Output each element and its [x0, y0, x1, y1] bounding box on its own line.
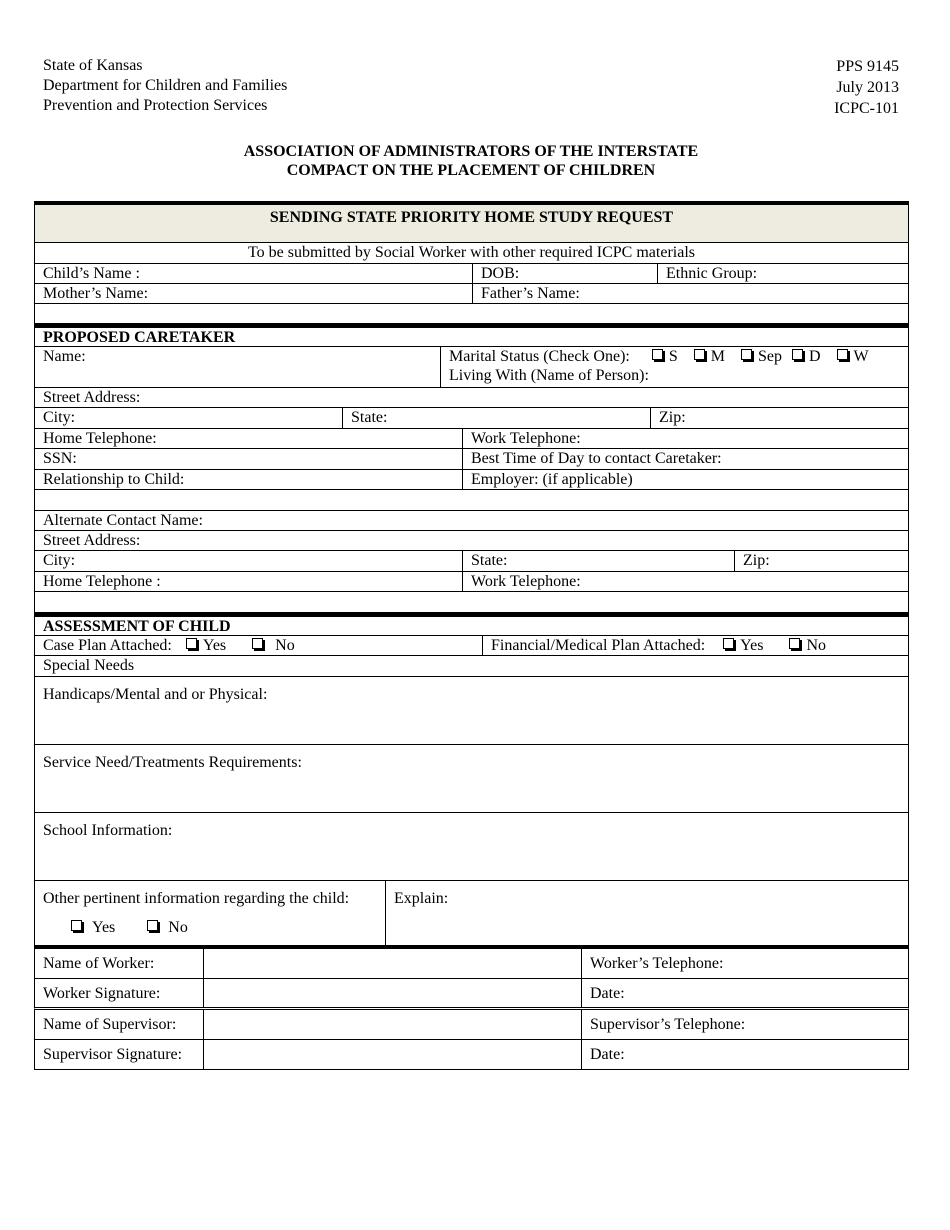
form-banner — [34, 201, 909, 243]
supervisor-date-field[interactable]: Date: — [581, 1040, 908, 1069]
marital-sep-checkbox[interactable] — [741, 349, 752, 360]
agency-header — [43, 56, 287, 116]
alternate-name-row — [34, 511, 909, 531]
document-title — [0, 142, 942, 180]
financial-plan-label: Financial/Medical Plan Attached: — [491, 637, 706, 654]
child-name-field[interactable]: Child’s Name : — [43, 265, 140, 282]
financial-plan-no-checkbox[interactable] — [789, 638, 800, 649]
state-name: State of Kansas — [43, 57, 143, 74]
department-name: Department for Children and Families — [43, 77, 288, 94]
caretaker-ssn-row — [34, 449, 909, 470]
title-line-1: ASSOCIATION OF ADMINISTRATORS OF THE INTERSTATE — [243, 143, 699, 160]
title-line-2: COMPACT ON THE PLACEMENT OF CHILDREN — [286, 162, 656, 179]
supervisor-signature-label: Supervisor Signature: — [43, 1046, 183, 1063]
supervisor-name-row — [34, 1010, 909, 1040]
father-name-field[interactable]: Father’s Name: — [472, 284, 908, 303]
other-info-yes-checkbox[interactable] — [71, 920, 82, 931]
other-info-label: Other pertinent information regarding the child: — [43, 890, 350, 907]
caretaker-state-field[interactable]: State: — [342, 408, 650, 428]
alternate-name-field[interactable]: Alternate Contact Name: — [43, 512, 203, 529]
financial-plan-yes-checkbox[interactable] — [723, 638, 734, 649]
caretaker-name-field[interactable]: Name: — [43, 348, 86, 365]
caretaker-city-row — [34, 408, 909, 429]
spacer-row — [34, 490, 909, 511]
supervisor-name-label: Name of Supervisor: — [43, 1016, 177, 1033]
case-plan-group — [35, 636, 482, 655]
supervisor-name-input[interactable] — [203, 1010, 581, 1039]
case-plan-yes-label: Yes — [202, 637, 227, 654]
caretaker-relationship-row — [34, 470, 909, 490]
marital-m-label: M — [710, 348, 725, 365]
alternate-home-phone-field[interactable]: Home Telephone : — [43, 573, 161, 590]
worker-signature-label: Worker Signature: — [43, 985, 161, 1002]
financial-plan-yes-label: Yes — [740, 637, 764, 654]
other-info-no-checkbox[interactable] — [147, 920, 158, 931]
living-with-field[interactable]: Living With (Name of Person): — [449, 367, 649, 384]
case-plan-no-checkbox[interactable] — [252, 638, 263, 649]
worker-signature-row — [34, 979, 909, 1010]
handicaps-field[interactable]: Handicaps/Mental and or Physical: — [43, 686, 268, 703]
other-info-no-label: No — [168, 919, 188, 936]
caretaker-street-row — [34, 388, 909, 408]
caretaker-name-row — [34, 347, 909, 388]
mother-name-field[interactable]: Mother’s Name: — [43, 285, 149, 302]
banner-title: SENDING STATE PRIORITY HOME STUDY REQUEST — [269, 209, 674, 226]
marital-s-checkbox[interactable] — [652, 349, 663, 360]
caretaker-section-title: PROPOSED CARETAKER — [43, 329, 236, 346]
parents-row — [34, 284, 909, 304]
assessment-section-title: ASSESSMENT OF CHILD — [43, 618, 231, 635]
spacer-row — [34, 304, 909, 324]
signature-block — [34, 949, 909, 1070]
ethnic-group-field[interactable]: Ethnic Group: — [657, 264, 908, 283]
alternate-work-phone-field[interactable]: Work Telephone: — [462, 572, 908, 591]
best-time-field[interactable]: Best Time of Day to contact Caretaker: — [462, 449, 908, 469]
worker-name-label: Name of Worker: — [43, 955, 155, 972]
marital-s-label: S — [668, 348, 678, 365]
form-number: PPS 9145 — [836, 58, 899, 75]
caretaker-ssn-field[interactable]: SSN: — [43, 450, 77, 467]
caretaker-section — [34, 324, 909, 347]
supervisor-signature-row — [34, 1040, 909, 1070]
home-study-request-form — [34, 201, 909, 1070]
supervisor-signature-input[interactable] — [203, 1040, 581, 1069]
caretaker-street-field[interactable]: Street Address: — [43, 389, 141, 406]
alternate-state-field[interactable]: State: — [462, 551, 734, 571]
assessment-section — [34, 613, 909, 636]
marital-d-checkbox[interactable] — [792, 349, 803, 360]
financial-plan-no-label: No — [806, 637, 827, 654]
plans-row — [34, 636, 909, 656]
instruction-text: To be submitted by Social Worker with other required ICPC materials — [248, 244, 695, 261]
marital-m-checkbox[interactable] — [694, 349, 705, 360]
special-needs-label: Special Needs — [43, 657, 135, 674]
relationship-field[interactable]: Relationship to Child: — [43, 471, 185, 488]
worker-name-row — [34, 949, 909, 979]
caretaker-zip-field[interactable]: Zip: — [650, 408, 908, 428]
employer-field[interactable]: Employer: (if applicable) — [462, 470, 908, 489]
marital-status-group — [440, 347, 908, 387]
other-info-yes-label: Yes — [92, 919, 116, 936]
case-plan-no-label: No — [275, 637, 295, 654]
service-need-field[interactable]: Service Need/Treatments Requirements: — [43, 754, 302, 771]
other-info-row — [34, 881, 909, 949]
alternate-street-row — [34, 531, 909, 551]
school-info-field[interactable]: School Information: — [43, 822, 173, 839]
caretaker-home-phone-field[interactable]: Home Telephone: — [43, 430, 157, 447]
financial-plan-group — [482, 636, 908, 655]
caretaker-city-field[interactable]: City: — [43, 409, 76, 426]
alternate-phone-row — [34, 572, 909, 592]
worker-signature-input[interactable] — [203, 979, 581, 1007]
other-info-group — [35, 881, 385, 945]
instruction-row — [34, 243, 909, 264]
service-need-row — [34, 745, 909, 813]
explain-field[interactable]: Explain: — [385, 881, 908, 945]
worker-date-field[interactable]: Date: — [581, 979, 908, 1007]
supervisor-phone-field[interactable]: Supervisor’s Telephone: — [581, 1010, 908, 1039]
school-row — [34, 813, 909, 881]
caretaker-phone-row — [34, 429, 909, 449]
dob-field[interactable]: DOB: — [472, 264, 657, 283]
handicaps-row — [34, 677, 909, 745]
special-needs-row — [34, 656, 909, 677]
case-plan-label: Case Plan Attached: — [43, 637, 172, 654]
marital-d-label: D — [808, 348, 821, 365]
alternate-city-row — [34, 551, 909, 572]
alternate-city-field[interactable]: City: — [43, 552, 76, 569]
case-plan-yes-checkbox[interactable] — [186, 638, 197, 649]
form-date: July 2013 — [836, 79, 899, 96]
form-id-header — [834, 56, 899, 119]
worker-name-input[interactable] — [203, 949, 581, 978]
alternate-zip-field[interactable]: Zip: — [734, 551, 908, 571]
marital-w-label: W — [853, 348, 869, 365]
caretaker-work-phone-field[interactable]: Work Telephone: — [462, 429, 908, 448]
child-row — [34, 264, 909, 284]
alternate-street-field[interactable]: Street Address: — [43, 532, 141, 549]
worker-phone-field[interactable]: Worker’s Telephone: — [581, 949, 908, 978]
division-name: Prevention and Protection Services — [43, 97, 268, 114]
marital-status-label: Marital Status (Check One): — [449, 348, 630, 365]
marital-w-checkbox[interactable] — [837, 349, 848, 360]
form-code: ICPC-101 — [834, 100, 899, 117]
spacer-row — [34, 592, 909, 613]
marital-sep-label: Sep — [757, 348, 782, 365]
